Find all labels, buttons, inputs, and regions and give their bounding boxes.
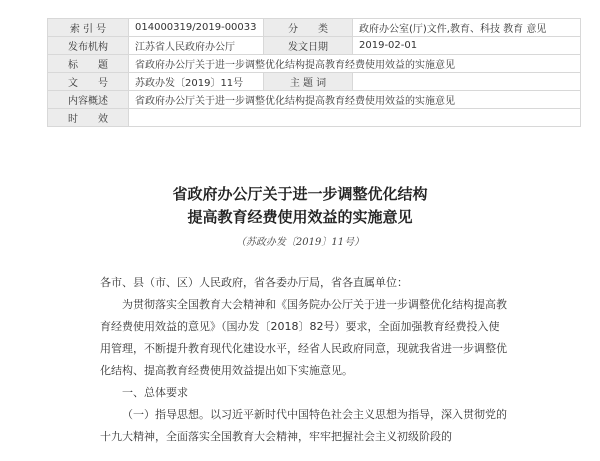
value-category: 政府办公室(厅)文件,教育、科技 教育 意见 bbox=[353, 19, 581, 37]
section-heading: 一、总体要求 bbox=[122, 386, 188, 399]
label-issue-date: 发文日期 bbox=[264, 37, 353, 55]
salutation: 各市、县（市、区）人民政府，省各委办厅局，省各直属单位： bbox=[100, 276, 408, 289]
document-title-line-1: 省政府办公厅关于进一步调整优化结构 bbox=[172, 185, 428, 203]
label-title: 标 题 bbox=[48, 55, 129, 73]
label-category: 分 类 bbox=[264, 19, 353, 37]
document-title-line-2: 提高教育经费使用效益的实施意见 bbox=[187, 208, 413, 226]
paragraph-intro: 为贯彻落实全国教育大会精神和《国务院办公厅关于进一步调整优化结构提高教育经费使用效益的意见》（国办发〔2018〕82号）要求，全面加强教育经费投入使用管理，不断提升教育现代化建设水平，经省人民政府同意，现就我省进一步调整优化结构、提高教育经费使用效益提出如下实施意见。 bbox=[100, 298, 507, 377]
document-number: （苏政办发〔2019〕11号） bbox=[235, 237, 365, 248]
value-publisher: 江苏省人民政府办公厅 bbox=[129, 37, 264, 55]
metadata-row-title bbox=[48, 55, 581, 73]
metadata-row-summary bbox=[48, 91, 581, 109]
value-document-number: 苏政办发〔2019〕11号 bbox=[129, 73, 264, 91]
value-title: 省政府办公厅关于进一步调整优化结构提高教育经费使用效益的实施意见 bbox=[129, 55, 581, 73]
metadata-row-index bbox=[48, 19, 581, 37]
label-publisher: 发布机构 bbox=[48, 37, 129, 55]
value-issue-date: 2019-02-01 bbox=[353, 37, 581, 55]
label-validity: 时 效 bbox=[48, 109, 129, 127]
document-body bbox=[100, 272, 510, 448]
metadata-row-publisher bbox=[48, 37, 581, 55]
metadata-row-docno bbox=[48, 73, 581, 91]
value-keywords bbox=[353, 73, 581, 91]
value-validity bbox=[129, 109, 581, 127]
label-document-number: 文 号 bbox=[48, 73, 129, 91]
value-summary: 省政府办公厅关于进一步调整优化结构提高教育经费使用效益的实施意见 bbox=[129, 91, 581, 109]
paragraph-guiding-ideology: （一）指导思想。以习近平新时代中国特色社会主义思想为指导，深入贯彻党的十九大精神，全面落实全国教育大会精神，牢牢把握社会主义初级阶段的 bbox=[100, 408, 507, 443]
label-index-number: 索 引 号 bbox=[48, 19, 129, 37]
metadata-table bbox=[47, 18, 581, 127]
value-index-number: 014000319/2019-00033 bbox=[129, 19, 264, 37]
metadata-row-validity bbox=[48, 109, 581, 127]
label-keywords: 主 题 词 bbox=[264, 73, 353, 91]
label-summary: 内容概述 bbox=[48, 91, 129, 109]
